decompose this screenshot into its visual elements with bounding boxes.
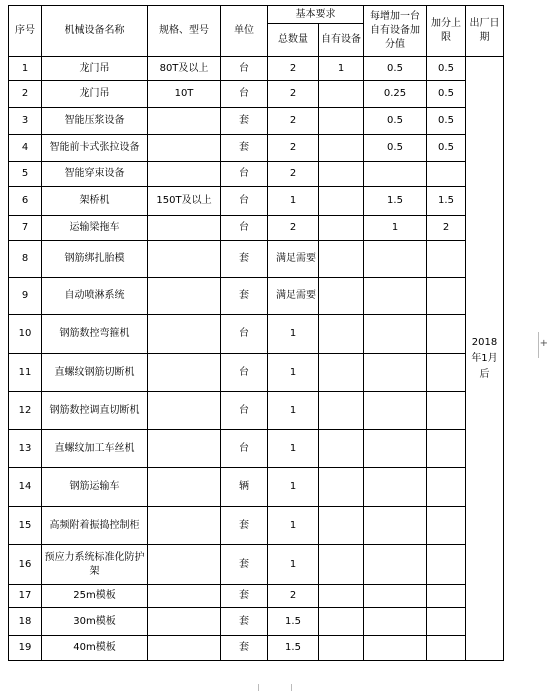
row-name-cell: 40m模板 [42, 636, 148, 661]
row-cap-cell: 0.5 [427, 135, 466, 162]
bottom-tick [291, 684, 292, 691]
equipment-table [8, 5, 504, 661]
row-total-cell: 2 [268, 81, 319, 108]
row-name-cell: 直螺纹加工车丝机 [42, 430, 148, 468]
row-index-cell: 12 [9, 392, 42, 430]
row-unit-cell: 台 [221, 430, 268, 468]
row-index-cell: 10 [9, 315, 42, 354]
row-add-cell [364, 241, 427, 278]
row-spec-cell [148, 278, 221, 315]
row-add-cell: 0.5 [364, 57, 427, 81]
row-total-cell: 2 [268, 108, 319, 135]
row-add-cell [364, 278, 427, 315]
row-name-cell: 钢筋数控调直切断机 [42, 392, 148, 430]
row-unit-cell: 套 [221, 636, 268, 661]
row-spec-cell [148, 608, 221, 636]
row-cap-cell [427, 392, 466, 430]
row-add-cell [364, 636, 427, 661]
row-unit-cell: 套 [221, 108, 268, 135]
table-row [9, 636, 504, 661]
row-unit-cell: 台 [221, 354, 268, 392]
row-own-cell [319, 241, 364, 278]
row-cap-cell [427, 241, 466, 278]
row-unit-cell: 套 [221, 507, 268, 545]
header-own: 自有设备 [319, 24, 364, 57]
side-marker: + [538, 332, 548, 358]
row-total-cell: 1 [268, 187, 319, 216]
row-cap-cell [427, 468, 466, 507]
row-cap-cell: 0.5 [427, 57, 466, 81]
row-cap-cell: 1.5 [427, 187, 466, 216]
row-spec-cell [148, 392, 221, 430]
row-name-cell: 智能压浆设备 [42, 108, 148, 135]
header-date: 出厂日期 [466, 6, 504, 57]
row-add-cell [364, 585, 427, 608]
row-total-cell: 2 [268, 57, 319, 81]
row-unit-cell: 套 [221, 241, 268, 278]
row-index-cell: 19 [9, 636, 42, 661]
row-spec-cell [148, 430, 221, 468]
row-cap-cell [427, 430, 466, 468]
row-own-cell [319, 315, 364, 354]
row-cap-cell: 0.5 [427, 108, 466, 135]
header-index: 序号 [9, 6, 42, 57]
row-add-cell [364, 507, 427, 545]
row-add-cell: 0.5 [364, 108, 427, 135]
table-row [9, 241, 504, 278]
row-cap-cell [427, 608, 466, 636]
row-cap-cell: 2 [427, 216, 466, 241]
row-add-cell [364, 468, 427, 507]
row-total-cell: 1 [268, 545, 319, 585]
table-row [9, 216, 504, 241]
header-add-per-unit: 每增加一台自有设备加分值 [364, 6, 427, 57]
row-cap-cell [427, 545, 466, 585]
header-cap: 加分上限 [427, 6, 466, 57]
row-index-cell: 8 [9, 241, 42, 278]
table-row [9, 315, 504, 354]
row-spec-cell [148, 468, 221, 507]
row-index-cell: 7 [9, 216, 42, 241]
row-own-cell [319, 354, 364, 392]
row-own-cell [319, 430, 364, 468]
row-name-cell: 钢筋绑扎胎模 [42, 241, 148, 278]
row-total-cell: 2 [268, 216, 319, 241]
row-total-cell: 1.5 [268, 636, 319, 661]
row-index-cell: 6 [9, 187, 42, 216]
row-own-cell [319, 545, 364, 585]
row-total-cell: 1 [268, 468, 319, 507]
row-spec-cell [148, 507, 221, 545]
table-row [9, 507, 504, 545]
row-name-cell: 钢筋数控弯箍机 [42, 315, 148, 354]
table-row [9, 162, 504, 187]
table-row [9, 392, 504, 430]
row-add-cell [364, 162, 427, 187]
row-index-cell: 3 [9, 108, 42, 135]
row-own-cell [319, 108, 364, 135]
row-unit-cell: 台 [221, 81, 268, 108]
header-name: 机械设备名称 [42, 6, 148, 57]
row-spec-cell [148, 108, 221, 135]
row-add-cell [364, 392, 427, 430]
row-spec-cell [148, 216, 221, 241]
row-own-cell [319, 636, 364, 661]
row-index-cell: 17 [9, 585, 42, 608]
row-spec-cell [148, 354, 221, 392]
row-add-cell [364, 315, 427, 354]
row-name-cell: 龙门吊 [42, 57, 148, 81]
row-own-cell [319, 507, 364, 545]
row-own-cell [319, 81, 364, 108]
row-add-cell: 0.5 [364, 135, 427, 162]
header-row-1 [9, 6, 504, 24]
row-own-cell [319, 187, 364, 216]
row-add-cell [364, 430, 427, 468]
row-own-cell [319, 585, 364, 608]
header-total: 总数量 [268, 24, 319, 57]
row-spec-cell [148, 135, 221, 162]
row-own-cell [319, 468, 364, 507]
row-cap-cell [427, 315, 466, 354]
row-spec-cell [148, 585, 221, 608]
row-add-cell [364, 354, 427, 392]
row-cap-cell [427, 162, 466, 187]
row-own-cell [319, 135, 364, 162]
row-spec-cell [148, 636, 221, 661]
table-row [9, 81, 504, 108]
row-cap-cell [427, 354, 466, 392]
table-row [9, 354, 504, 392]
row-name-cell: 钢筋运输车 [42, 468, 148, 507]
row-index-cell: 18 [9, 608, 42, 636]
row-cap-cell [427, 278, 466, 315]
row-unit-cell: 套 [221, 608, 268, 636]
row-own-cell: 1 [319, 57, 364, 81]
row-index-cell: 4 [9, 135, 42, 162]
row-spec-cell [148, 315, 221, 354]
row-name-cell: 龙门吊 [42, 81, 148, 108]
row-index-cell: 9 [9, 278, 42, 315]
row-add-cell: 1.5 [364, 187, 427, 216]
bottom-tick [258, 684, 259, 691]
row-total-cell: 满足需要 [268, 241, 319, 278]
table-row [9, 57, 504, 81]
table-row [9, 608, 504, 636]
row-index-cell: 15 [9, 507, 42, 545]
row-index-cell: 13 [9, 430, 42, 468]
row-total-cell: 2 [268, 162, 319, 187]
row-unit-cell: 套 [221, 545, 268, 585]
row-unit-cell: 台 [221, 57, 268, 81]
row-name-cell: 智能穿束设备 [42, 162, 148, 187]
table-row [9, 585, 504, 608]
header-unit: 单位 [221, 6, 268, 57]
row-index-cell: 11 [9, 354, 42, 392]
row-total-cell: 满足需要 [268, 278, 319, 315]
row-name-cell: 25m模板 [42, 585, 148, 608]
row-name-cell: 运输梁拖车 [42, 216, 148, 241]
table-row [9, 430, 504, 468]
row-unit-cell: 台 [221, 216, 268, 241]
row-total-cell: 1 [268, 315, 319, 354]
row-unit-cell: 台 [221, 187, 268, 216]
row-name-cell: 30m模板 [42, 608, 148, 636]
table-row [9, 545, 504, 585]
row-own-cell [319, 162, 364, 187]
row-add-cell [364, 608, 427, 636]
row-total-cell: 1 [268, 392, 319, 430]
row-unit-cell: 套 [221, 278, 268, 315]
row-total-cell: 1 [268, 430, 319, 468]
row-spec-cell [148, 162, 221, 187]
row-own-cell [319, 278, 364, 315]
row-own-cell [319, 608, 364, 636]
row-name-cell: 架桥机 [42, 187, 148, 216]
row-cap-cell: 0.5 [427, 81, 466, 108]
row-unit-cell: 套 [221, 135, 268, 162]
date-cell: 2018年1月后 [466, 57, 504, 661]
row-index-cell: 5 [9, 162, 42, 187]
row-index-cell: 16 [9, 545, 42, 585]
row-unit-cell: 台 [221, 392, 268, 430]
table-row [9, 108, 504, 135]
row-own-cell [319, 216, 364, 241]
table-row [9, 278, 504, 315]
row-own-cell [319, 392, 364, 430]
row-name-cell: 自动喷淋系统 [42, 278, 148, 315]
row-total-cell: 2 [268, 135, 319, 162]
header-basic: 基本要求 [268, 6, 364, 24]
table-row [9, 135, 504, 162]
row-name-cell: 直螺纹钢筋切断机 [42, 354, 148, 392]
row-unit-cell: 辆 [221, 468, 268, 507]
row-unit-cell: 台 [221, 315, 268, 354]
row-cap-cell [427, 507, 466, 545]
row-unit-cell: 套 [221, 585, 268, 608]
row-add-cell: 1 [364, 216, 427, 241]
row-name-cell: 预应力系统标准化防护架 [42, 545, 148, 585]
row-spec-cell [148, 545, 221, 585]
row-index-cell: 2 [9, 81, 42, 108]
row-total-cell: 1.5 [268, 608, 319, 636]
row-spec-cell: 80T及以上 [148, 57, 221, 81]
row-index-cell: 14 [9, 468, 42, 507]
row-spec-cell: 10T [148, 81, 221, 108]
row-spec-cell [148, 241, 221, 278]
row-cap-cell [427, 585, 466, 608]
row-name-cell: 高频附着振捣控制柜 [42, 507, 148, 545]
row-add-cell: 0.25 [364, 81, 427, 108]
row-total-cell: 2 [268, 585, 319, 608]
header-spec: 规格、型号 [148, 6, 221, 57]
row-index-cell: 1 [9, 57, 42, 81]
row-unit-cell: 台 [221, 162, 268, 187]
row-cap-cell [427, 636, 466, 661]
row-spec-cell: 150T及以上 [148, 187, 221, 216]
row-total-cell: 1 [268, 507, 319, 545]
row-add-cell [364, 545, 427, 585]
row-total-cell: 1 [268, 354, 319, 392]
table-row [9, 468, 504, 507]
row-name-cell: 智能前卡式张拉设备 [42, 135, 148, 162]
table-row [9, 187, 504, 216]
